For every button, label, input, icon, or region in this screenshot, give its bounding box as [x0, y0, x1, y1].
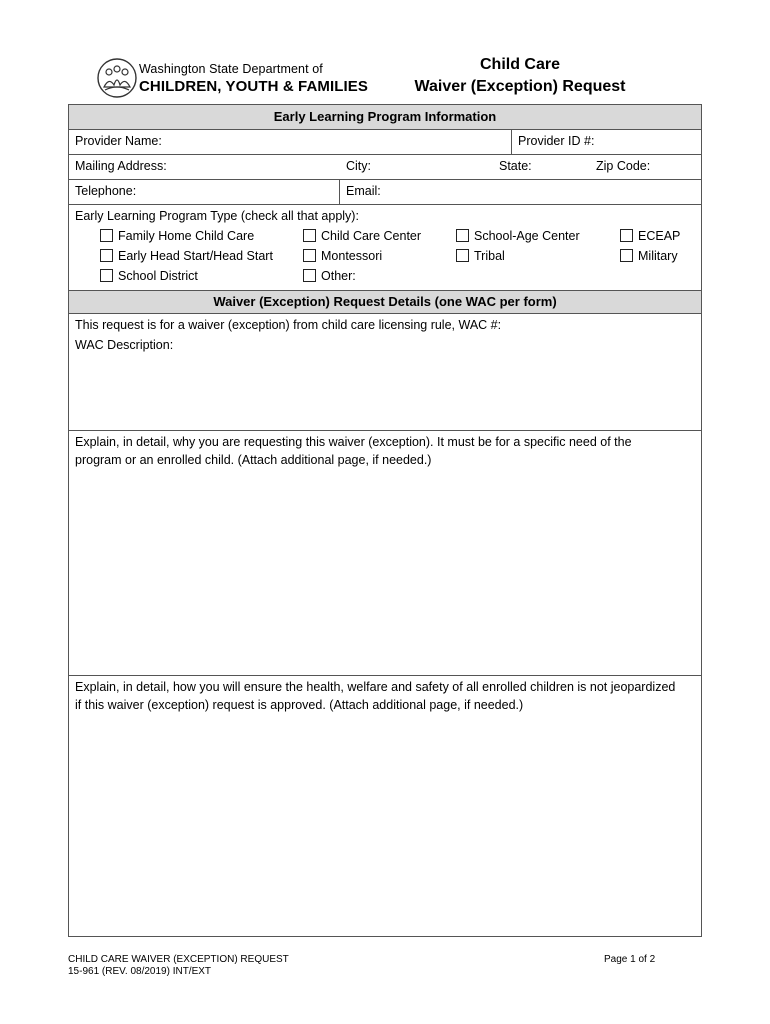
explain-reason-line2: program or an enrolled child. (Attach additional page, if needed.): [75, 453, 432, 467]
telephone-label: Telephone:: [75, 184, 137, 198]
tribal-checkbox[interactable]: [456, 249, 469, 262]
agency-name-line2: CHILDREN, YOUTH & FAMILIES: [139, 78, 368, 95]
zip-code-label: Zip Code:: [596, 159, 651, 173]
school-age-center-checkbox[interactable]: [456, 229, 469, 242]
section-heading-request-details: Waiver (Exception) Request Details (one WAC per form): [69, 290, 701, 314]
family-home-label: Family Home Child Care: [118, 229, 255, 243]
city-label: City:: [346, 159, 371, 173]
footer-form-number: 15-961 (REV. 08/2019) INT/EXT: [68, 966, 212, 977]
child-care-center-checkbox[interactable]: [303, 229, 316, 242]
explain-reason-line1: Explain, in detail, why you are requesting this waiver (exception). It must be for a specific need of the: [75, 435, 632, 449]
state-label: State:: [499, 159, 532, 173]
divider: [69, 675, 701, 676]
other-checkbox[interactable]: [303, 269, 316, 282]
child-care-center-label: Child Care Center: [321, 229, 422, 243]
school-age-center-label: School-Age Center: [474, 229, 580, 243]
early-head-start-label: Early Head Start/Head Start: [118, 249, 273, 263]
form-title-line2: Waiver (Exception) Request: [414, 78, 626, 95]
military-label: Military: [638, 249, 678, 263]
section-heading-program-info: Early Learning Program Information: [69, 105, 701, 130]
agency-name-line1: Washington State Department of: [139, 62, 323, 76]
eceap-label: ECEAP: [638, 229, 681, 243]
divider: [69, 204, 701, 205]
other-label: Other:: [321, 269, 356, 283]
form-title-line1: Child Care: [479, 56, 560, 73]
divider: [69, 430, 701, 431]
provider-name-label: Provider Name:: [75, 134, 162, 148]
footer-page-number: Page 1 of 2: [604, 954, 656, 965]
divider: [511, 130, 512, 155]
explain-safety-line1: Explain, in detail, how you will ensure the health, welfare and safety of all enrolled children is not jeopardized: [75, 680, 676, 694]
school-district-checkbox[interactable]: [100, 269, 113, 282]
school-district-label: School District: [118, 269, 198, 283]
wac-number-label: This request is for a waiver (exception) from child care licensing rule, WAC #:: [75, 318, 502, 332]
email-label: Email:: [346, 184, 381, 198]
provider-id-label: Provider ID #:: [518, 134, 595, 148]
program-type-label: Early Learning Program Type (check all that apply):: [75, 209, 359, 223]
divider: [69, 154, 701, 155]
wac-description-label: WAC Description:: [75, 338, 174, 352]
divider: [339, 179, 340, 204]
eceap-checkbox[interactable]: [620, 229, 633, 242]
montessori-checkbox[interactable]: [303, 249, 316, 262]
footer-form-title: CHILD CARE WAIVER (EXCEPTION) REQUEST: [68, 954, 289, 965]
tribal-label: Tribal: [474, 249, 505, 263]
montessori-label: Montessori: [321, 249, 383, 263]
divider: [69, 179, 701, 180]
explain-safety-line2: if this waiver (exception) request is approved. (Attach additional page, if needed.): [75, 698, 524, 712]
family-home-checkbox[interactable]: [100, 229, 113, 242]
early-head-start-checkbox[interactable]: [100, 249, 113, 262]
form-container: [68, 104, 702, 937]
military-checkbox[interactable]: [620, 249, 633, 262]
family-seal-icon: [96, 57, 138, 99]
mailing-address-label: Mailing Address:: [75, 159, 167, 173]
